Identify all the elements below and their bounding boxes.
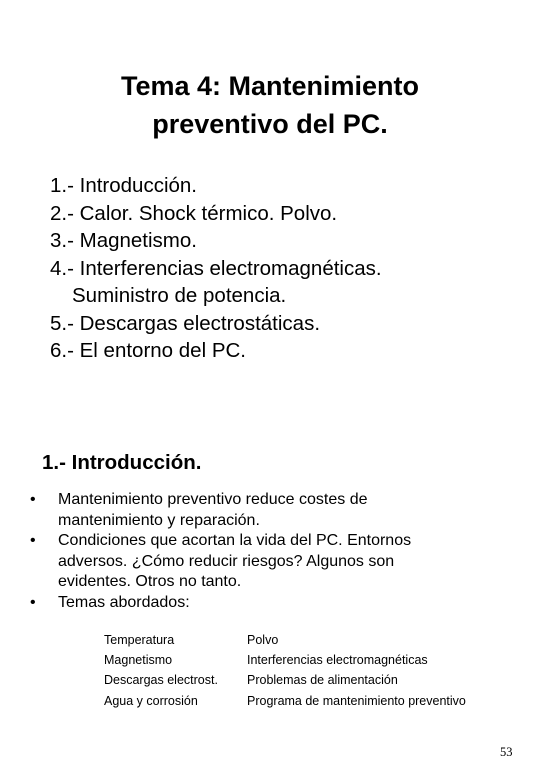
topic-left: Temperatura [104, 633, 175, 647]
topic-right: Programa de mantenimiento preventivo [247, 693, 466, 708]
toc-item-3: 3.- Magnetismo. [50, 229, 197, 252]
bullet-text-line: Temas abordados: [58, 593, 190, 611]
bullet-item [30, 531, 520, 593]
page-number: 53 [500, 745, 513, 759]
bullet-icon: • [30, 491, 36, 508]
topic-right: Polvo [247, 633, 279, 647]
table-of-contents [50, 172, 520, 365]
topic-left: Descargas electrost. [104, 673, 218, 688]
topics-table [104, 630, 466, 711]
topic-row [104, 691, 466, 711]
toc-item-2: 2.- Calor. Shock térmico. Polvo. [50, 201, 338, 225]
toc-item-4-continuation: Suministro de potencia. [72, 284, 287, 307]
bullet-item [30, 593, 520, 614]
toc-item-1: 1.- Introducción. [50, 174, 197, 197]
topic-row [104, 650, 466, 670]
bullet-text-line: Condiciones que acortan la vida del PC. Entornos [58, 532, 412, 549]
bullet-text-line: mantenimiento y reparación. [58, 511, 260, 529]
bullet-icon: • [30, 593, 36, 611]
topic-left: Agua y corrosión [104, 693, 198, 708]
section-heading: 1.- Introducción. [42, 451, 202, 474]
topic-left: Magnetismo [104, 653, 173, 668]
bullet-item [30, 490, 520, 531]
page-title-line-1: Tema 4: Mantenimiento [120, 71, 420, 101]
topic-row [104, 670, 466, 690]
page-title-line-2: preventivo del PC. [152, 109, 388, 139]
bullet-text-line: evidentes. Otros no tanto. [58, 573, 242, 590]
bullet-text-line: Mantenimiento preventivo reduce costes de [58, 491, 368, 508]
topic-row [104, 630, 466, 650]
toc-item-4: 4.- Interferencias electromagnéticas. [50, 256, 382, 280]
toc-item-6: 6.- El entorno del PC. [50, 339, 246, 362]
topic-right: Problemas de alimentación [247, 673, 398, 688]
topic-right: Interferencias electromagnéticas [247, 653, 428, 668]
bullet-text-line: adversos. ¿Cómo reducir riesgos? Algunos son [58, 552, 395, 570]
toc-item-5: 5.- Descargas electrostáticas. [50, 311, 321, 335]
bullet-icon: • [30, 532, 36, 549]
bullet-list [30, 490, 520, 613]
